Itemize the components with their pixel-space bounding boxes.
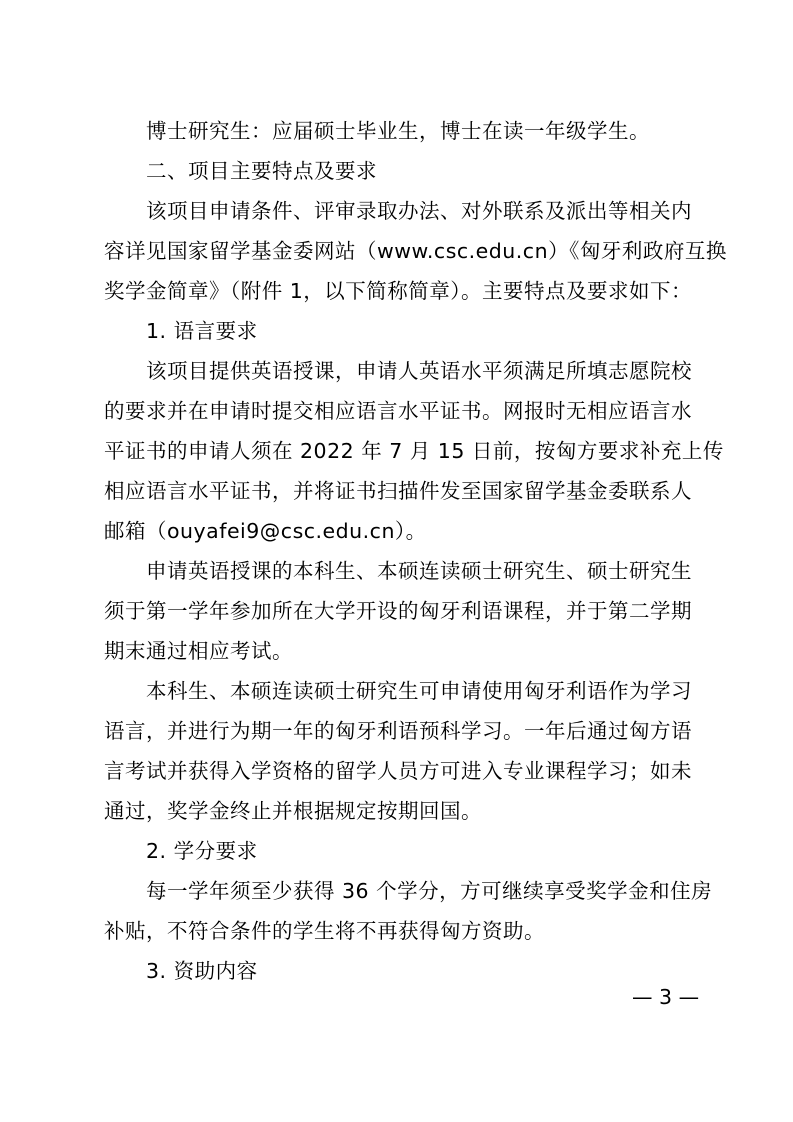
paragraph-line: 言考试并获得入学资格的留学人员方可进入专业课程学习；如未 [104, 759, 692, 783]
paragraph-line: 容详见国家留学基金委网站（www.csc.edu.cn）《匈牙利政府互换 [104, 239, 727, 263]
paragraph-line: 该项目申请条件、评审录取办法、对外联系及派出等相关内 [146, 199, 692, 223]
subheading-language: 1. 语言要求 [146, 319, 258, 343]
page-number: — 3 — [632, 985, 700, 1009]
subheading-credits: 2. 学分要求 [146, 839, 258, 863]
paragraph-line: 补贴，不符合条件的学生将不再获得匈方资助。 [104, 919, 545, 943]
subheading-funding: 3. 资助内容 [146, 959, 258, 983]
paragraph-doctoral-line: 博士研究生：应届硕士毕业生，博士在读一年级学生。 [146, 119, 650, 143]
paragraph-line: 该项目提供英语授课，申请人英语水平须满足所填志愿院校 [146, 359, 692, 383]
paragraph-line: 本科生、本硕连读硕士研究生可申请使用匈牙利语作为学习 [146, 679, 692, 703]
paragraph-line: 相应语言水平证书，并将证书扫描件发至国家留学基金委联系人 [104, 479, 692, 503]
paragraph-line: 期末通过相应考试。 [104, 639, 293, 663]
paragraph-line: 语言，并进行为期一年的匈牙利语预科学习。一年后通过匈方语 [104, 719, 692, 743]
paragraph-line: 每一学年须至少获得 36 个学分，方可继续享受奖学金和住房 [146, 879, 713, 903]
paragraph-line: 邮箱（ouyafei9@csc.edu.cn）。 [104, 519, 427, 543]
paragraph-line: 平证书的申请人须在 2022 年 7 月 15 日前，按匈方要求补充上传 [104, 439, 724, 463]
paragraph-line: 通过，奖学金终止并根据规定按期回国。 [104, 799, 482, 823]
paragraph-line: 奖学金简章》（附件 1，以下简称简章）。主要特点及要求如下： [104, 279, 693, 303]
paragraph-line: 须于第一学年参加所在大学开设的匈牙利语课程，并于第二学期 [104, 599, 692, 623]
paragraph-line: 申请英语授课的本科生、本硕连读硕士研究生、硕士研究生 [146, 559, 692, 583]
paragraph-line: 的要求并在申请时提交相应语言水平证书。网报时无相应语言水 [104, 399, 692, 423]
section-heading-features: 二、项目主要特点及要求 [146, 159, 377, 183]
